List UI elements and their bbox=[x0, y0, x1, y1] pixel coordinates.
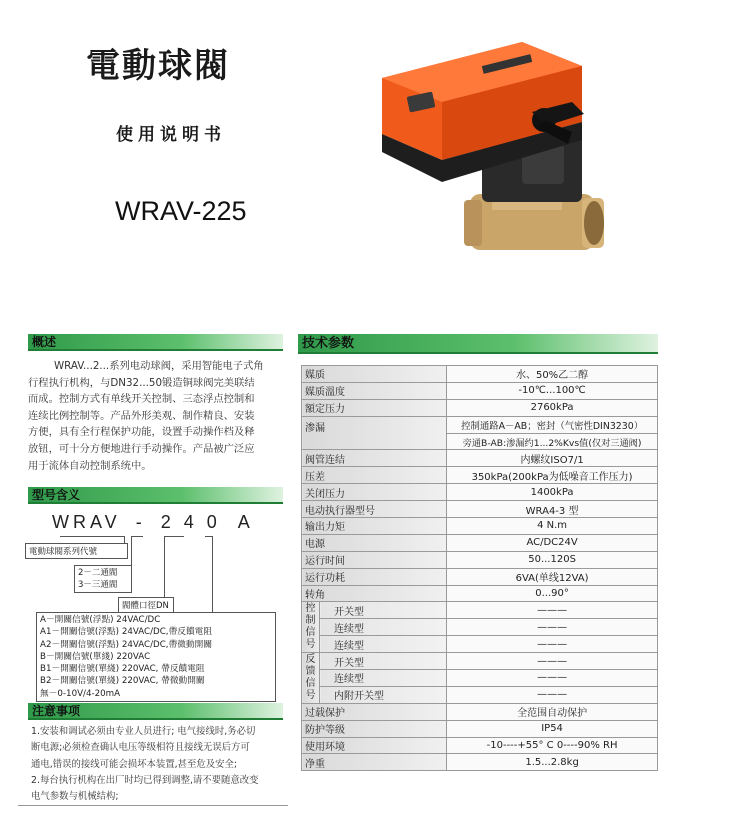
bottom-divider bbox=[18, 805, 288, 806]
overview-line: WRAV...2...系列电动球阀，采用智能电子式角 bbox=[54, 360, 264, 372]
signal-item: 無－0-10V/4-20mA bbox=[40, 688, 121, 699]
table-row: 连续型 ——— bbox=[302, 670, 658, 687]
ball-valve-photo bbox=[372, 22, 622, 262]
model-meaning-heading bbox=[28, 487, 283, 504]
table-row: 运行时间 50...120S bbox=[302, 551, 658, 568]
series-code-label: 電動球閥系列代號 bbox=[25, 543, 128, 559]
table-row: 连续型 ——— bbox=[302, 619, 658, 636]
table-row: 媒质 水、50%乙二醇 bbox=[302, 366, 658, 383]
specs-heading bbox=[298, 334, 658, 354]
overview-heading bbox=[28, 334, 283, 351]
table-row: 连续型 ——— bbox=[302, 636, 658, 653]
code-series: WRAV bbox=[52, 512, 121, 532]
specs-heading-text: 技术参数 bbox=[302, 336, 355, 351]
note-line: 通电,错误的接线可能会损坏本装置,甚至危及安全; bbox=[31, 758, 237, 770]
table-row: 渗漏 控制通路A－AB；密封（气密性DIN3230） bbox=[302, 416, 658, 433]
overview-line: 放钮，可十分方便地进行手动操作。产品被广泛应 bbox=[28, 442, 255, 455]
table-row: 内附开关型 ——— bbox=[302, 686, 658, 703]
signal-item: A2－開關信號(浮點) 24VAC/DC,帶微動開關 bbox=[40, 639, 213, 650]
signal-item: A－開關信號(浮點) 24VAC/DC bbox=[40, 615, 161, 625]
table-row: 转角 0...90° bbox=[302, 585, 658, 602]
notes-heading bbox=[28, 703, 283, 720]
ways-item: 3－三通閥 bbox=[78, 580, 118, 590]
code-dash: - bbox=[135, 512, 146, 532]
signal-item: B－開關信號(單綫) 220VAC bbox=[40, 651, 151, 662]
code-port-2: 0 bbox=[206, 512, 221, 532]
feedback-signal-label: 反馈信号 bbox=[302, 653, 320, 704]
overview-line: 而成。控制方式有单线开关控制、三态浮点控制和 bbox=[28, 393, 255, 406]
control-signal-label: 控制信号 bbox=[302, 602, 320, 653]
document-subtitle: 使用说明书 bbox=[116, 125, 226, 145]
table-row: 电动执行器型号 WRA4-3 型 bbox=[302, 501, 658, 518]
port-size-label: 閥體口徑DN bbox=[118, 597, 174, 613]
note-line: 断电源;必须检查确认电压等级相符且接线无误后方可 bbox=[31, 742, 250, 754]
notes-text bbox=[31, 724, 287, 805]
table-row: 使用环境 -10----+55° C 0----90% RH bbox=[302, 737, 658, 754]
overview-line: 连续比例控制等。产品外形美观、制作精良、安装 bbox=[28, 409, 255, 422]
table-row: 关闭压力 1400kPa bbox=[302, 484, 658, 501]
signal-item: B2－開關信號(單綫) 220VAC, 帶微動開關 bbox=[40, 676, 205, 687]
table-row: 旁通B-AB:渗漏约1...2%Kvs值(仅对三通阀) bbox=[302, 433, 658, 450]
table-row: 净重 1.5...2.8kg bbox=[302, 754, 658, 771]
code-signal: A bbox=[237, 512, 254, 532]
table-row: 阀管连结 内螺纹ISO7/1 bbox=[302, 450, 658, 467]
table-row: 額定压力 2760kPa bbox=[302, 399, 658, 416]
overview-text bbox=[28, 358, 286, 474]
model-meaning-heading-text: 型号含义 bbox=[32, 488, 81, 502]
table-row: 电源 AC/DC24V bbox=[302, 534, 658, 551]
model-code bbox=[52, 512, 254, 533]
table-row: 运行功耗 6VA(单线12VA) bbox=[302, 568, 658, 585]
note-line: 2.每台执行机构在出厂时均已得到调整,请不要随意改变 bbox=[31, 774, 259, 786]
table-row: 压差 350kPa(200kPa为低噪音工作压力) bbox=[302, 467, 658, 484]
table-row: 输出力矩 4 N.m bbox=[302, 518, 658, 535]
spec-table bbox=[301, 365, 658, 771]
table-row: 反馈信号 开关型 ——— bbox=[302, 653, 658, 670]
overview-line: 行程执行机构，与DN32...50锻造铜球阀完美联结 bbox=[28, 376, 255, 389]
signal-legend bbox=[36, 612, 276, 702]
ways-item: 2－二通閥 bbox=[78, 568, 118, 578]
table-row: 控制信号 开关型 ——— bbox=[302, 602, 658, 619]
code-ways: 2 bbox=[160, 512, 175, 532]
table-row: 过载保护 全范围自动保护 bbox=[302, 703, 658, 720]
overview-line: 用于流体自动控制系统中。 bbox=[28, 459, 152, 472]
ways-legend bbox=[74, 565, 132, 593]
note-line: 电气参数与机械结构; bbox=[31, 791, 119, 803]
overview-line: 方便，具有全行程保护功能，设置手动操作档及释 bbox=[28, 426, 255, 439]
code-port: 4 bbox=[183, 512, 198, 532]
table-row: 媒质溫度 -10℃...100℃ bbox=[302, 382, 658, 399]
document-title: 電動球閥 bbox=[86, 46, 230, 86]
signal-item: A1－開關信號(浮點) 24VAC/DC,帶反饋電阻 bbox=[40, 627, 213, 638]
notes-heading-text: 注意事项 bbox=[32, 704, 81, 718]
table-row: 防护等级 IP54 bbox=[302, 720, 658, 737]
note-line: 1.安装和调试必须由专业人员进行; 电气接线时,务必切 bbox=[31, 726, 256, 737]
overview-heading-text: 概述 bbox=[32, 335, 57, 349]
signal-item: B1－開關信號(單綫) 220VAC, 帶反饋電阻 bbox=[40, 664, 205, 675]
product-model: WRAV-225 bbox=[115, 196, 247, 226]
